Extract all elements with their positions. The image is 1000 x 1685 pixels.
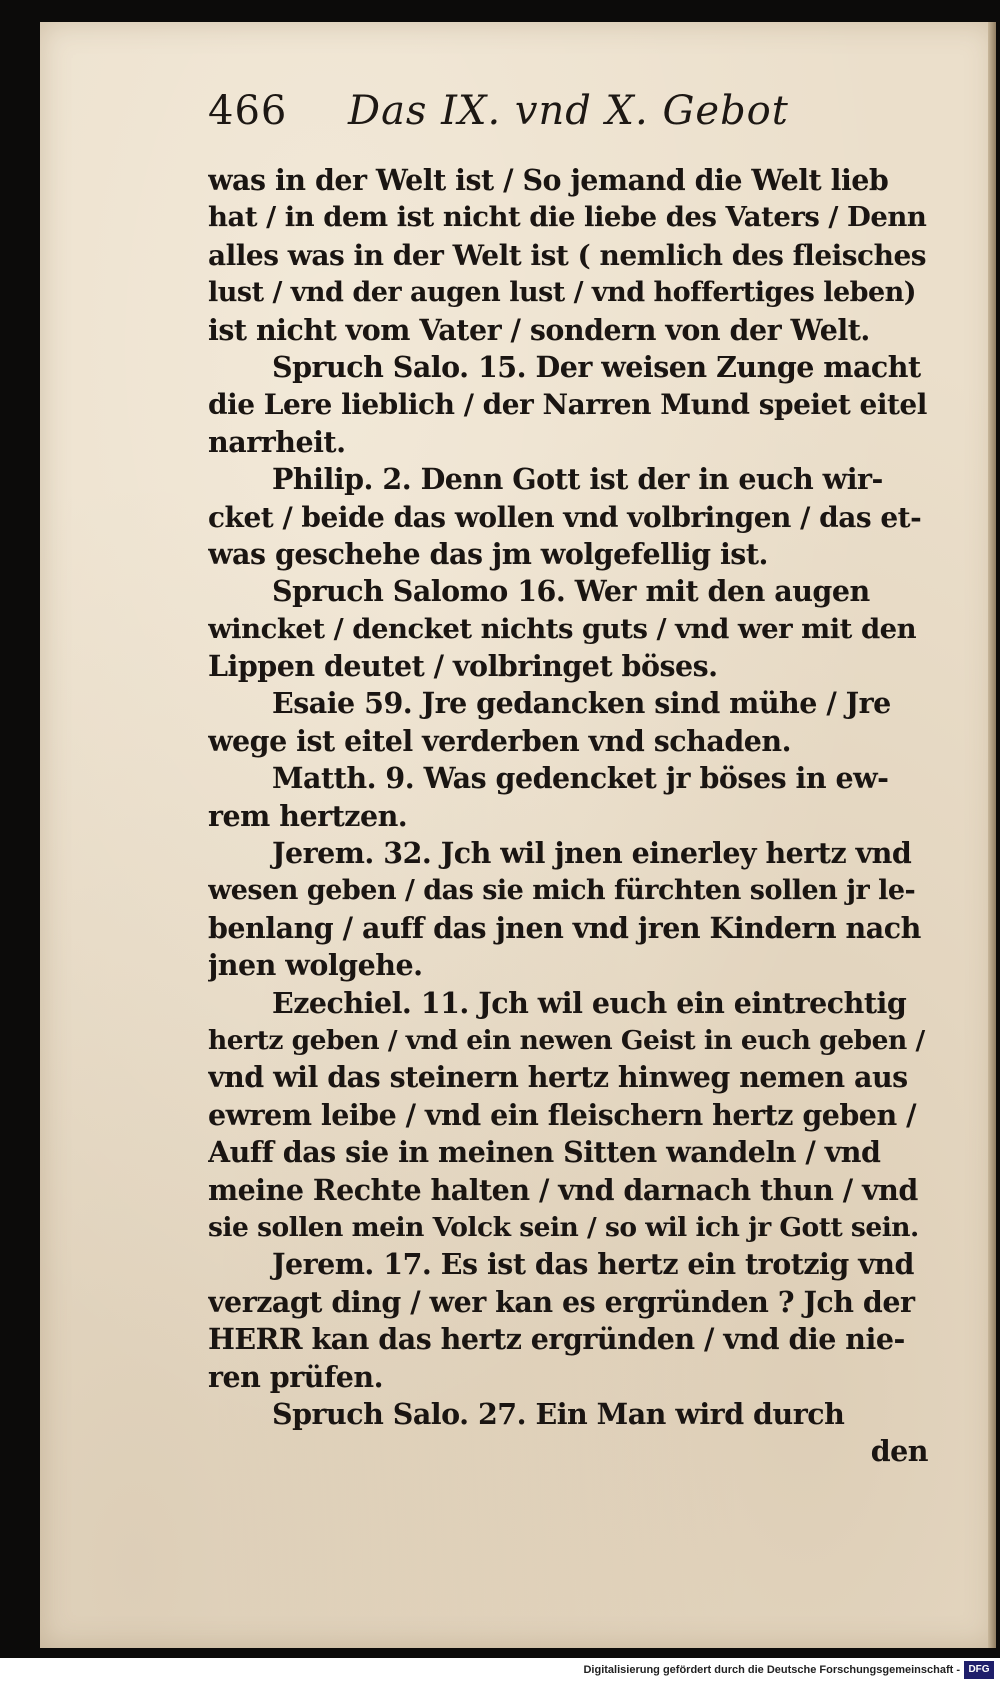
page-edge bbox=[988, 22, 996, 1648]
text-line: alles was in der Welt ist ( nemlich des fleisches bbox=[208, 238, 927, 272]
text-line: die Lere lieblich / der Narren Mund speiet eitel bbox=[208, 388, 927, 422]
text-line: cket / beide das wollen vnd volbringen / das et- bbox=[208, 500, 922, 534]
text-line: jnen wolgehe. bbox=[208, 948, 423, 983]
body-text bbox=[208, 162, 928, 1471]
text-line: Jerem. 32. Jch wil jnen einerley hertz vnd bbox=[272, 836, 912, 871]
text-line: hat / in dem ist nicht die liebe des Vaters / Denn bbox=[208, 201, 927, 234]
text-line: verzagt ding / wer kan es ergründen ? Jch der bbox=[208, 1284, 915, 1319]
text-line: benlang / auff das jnen vnd jren Kindern nach bbox=[208, 910, 921, 945]
text-line: was in der Welt ist / So jemand die Welt lieb bbox=[208, 163, 889, 197]
text-line: wege ist eitel verderben vnd schaden. bbox=[208, 723, 792, 758]
page-number: 466 bbox=[208, 88, 288, 134]
footer-bar bbox=[0, 1658, 1000, 1685]
text-line: rem hertzen. bbox=[208, 798, 408, 833]
text-line: Esaie 59. Jre gedancken sind mühe / Jre bbox=[272, 686, 891, 721]
text-line: HERR kan das hertz ergründen / vnd die nie- bbox=[208, 1322, 905, 1357]
funding-credit: Digitalisierung gefördert durch die Deutsche Forschungsgemeinschaft - bbox=[583, 1664, 960, 1676]
text-line: Auff das sie in meinen Sitten wandeln / vnd bbox=[208, 1135, 881, 1170]
text-line: Spruch Salo. 15. Der weisen Zunge macht bbox=[272, 349, 921, 384]
text-line: Spruch Salo. 27. Ein Man wird durch bbox=[272, 1396, 845, 1431]
text-line: Matth. 9. Was gedencket jr böses in ew- bbox=[272, 761, 889, 796]
text-line: Lippen deutet / volbringet böses. bbox=[208, 649, 718, 684]
text-line: was geschehe das jm wolgefellig ist. bbox=[208, 536, 768, 571]
text-line: Jerem. 17. Es ist das hertz ein trotzig vnd bbox=[272, 1247, 914, 1282]
text-line: wincket / dencket nichts guts / vnd wer mit den bbox=[208, 612, 917, 645]
text-line: lust / vnd der augen lust / vnd hoffertiges leben) bbox=[208, 277, 917, 309]
text-line: meine Rechte halten / vnd darnach thun / vnd bbox=[208, 1172, 918, 1207]
text-line: wesen geben / das sie mich fürchten sollen jr le- bbox=[208, 875, 916, 907]
text-line: ist nicht vom Vater / sondern von der Welt. bbox=[208, 312, 870, 347]
text-line: hertz geben / vnd ein newen Geist in euch geben / bbox=[208, 1024, 925, 1056]
text-line: ewrem leibe / vnd ein fleischern hertz geben / bbox=[208, 1097, 916, 1132]
text-line: ren prüfen. bbox=[208, 1359, 383, 1394]
text-line: narrheit. bbox=[208, 424, 346, 459]
text-line: sie sollen mein Volck sein / so wil ich jr Gott sein. bbox=[208, 1211, 919, 1243]
text-line: Ezechiel. 11. Jch wil euch ein eintrechtig bbox=[272, 985, 907, 1020]
running-title: Das IX. vnd X. Gebot bbox=[348, 88, 789, 134]
text-line: den bbox=[870, 1434, 928, 1469]
dfg-logo: DFG bbox=[964, 1661, 994, 1679]
text-line: Spruch Salomo 16. Wer mit den augen bbox=[272, 574, 870, 609]
text-line: Philip. 2. Denn Gott ist der in euch wir- bbox=[272, 462, 883, 497]
text-line: vnd wil das steinern hertz hinweg nemen aus bbox=[208, 1060, 908, 1095]
